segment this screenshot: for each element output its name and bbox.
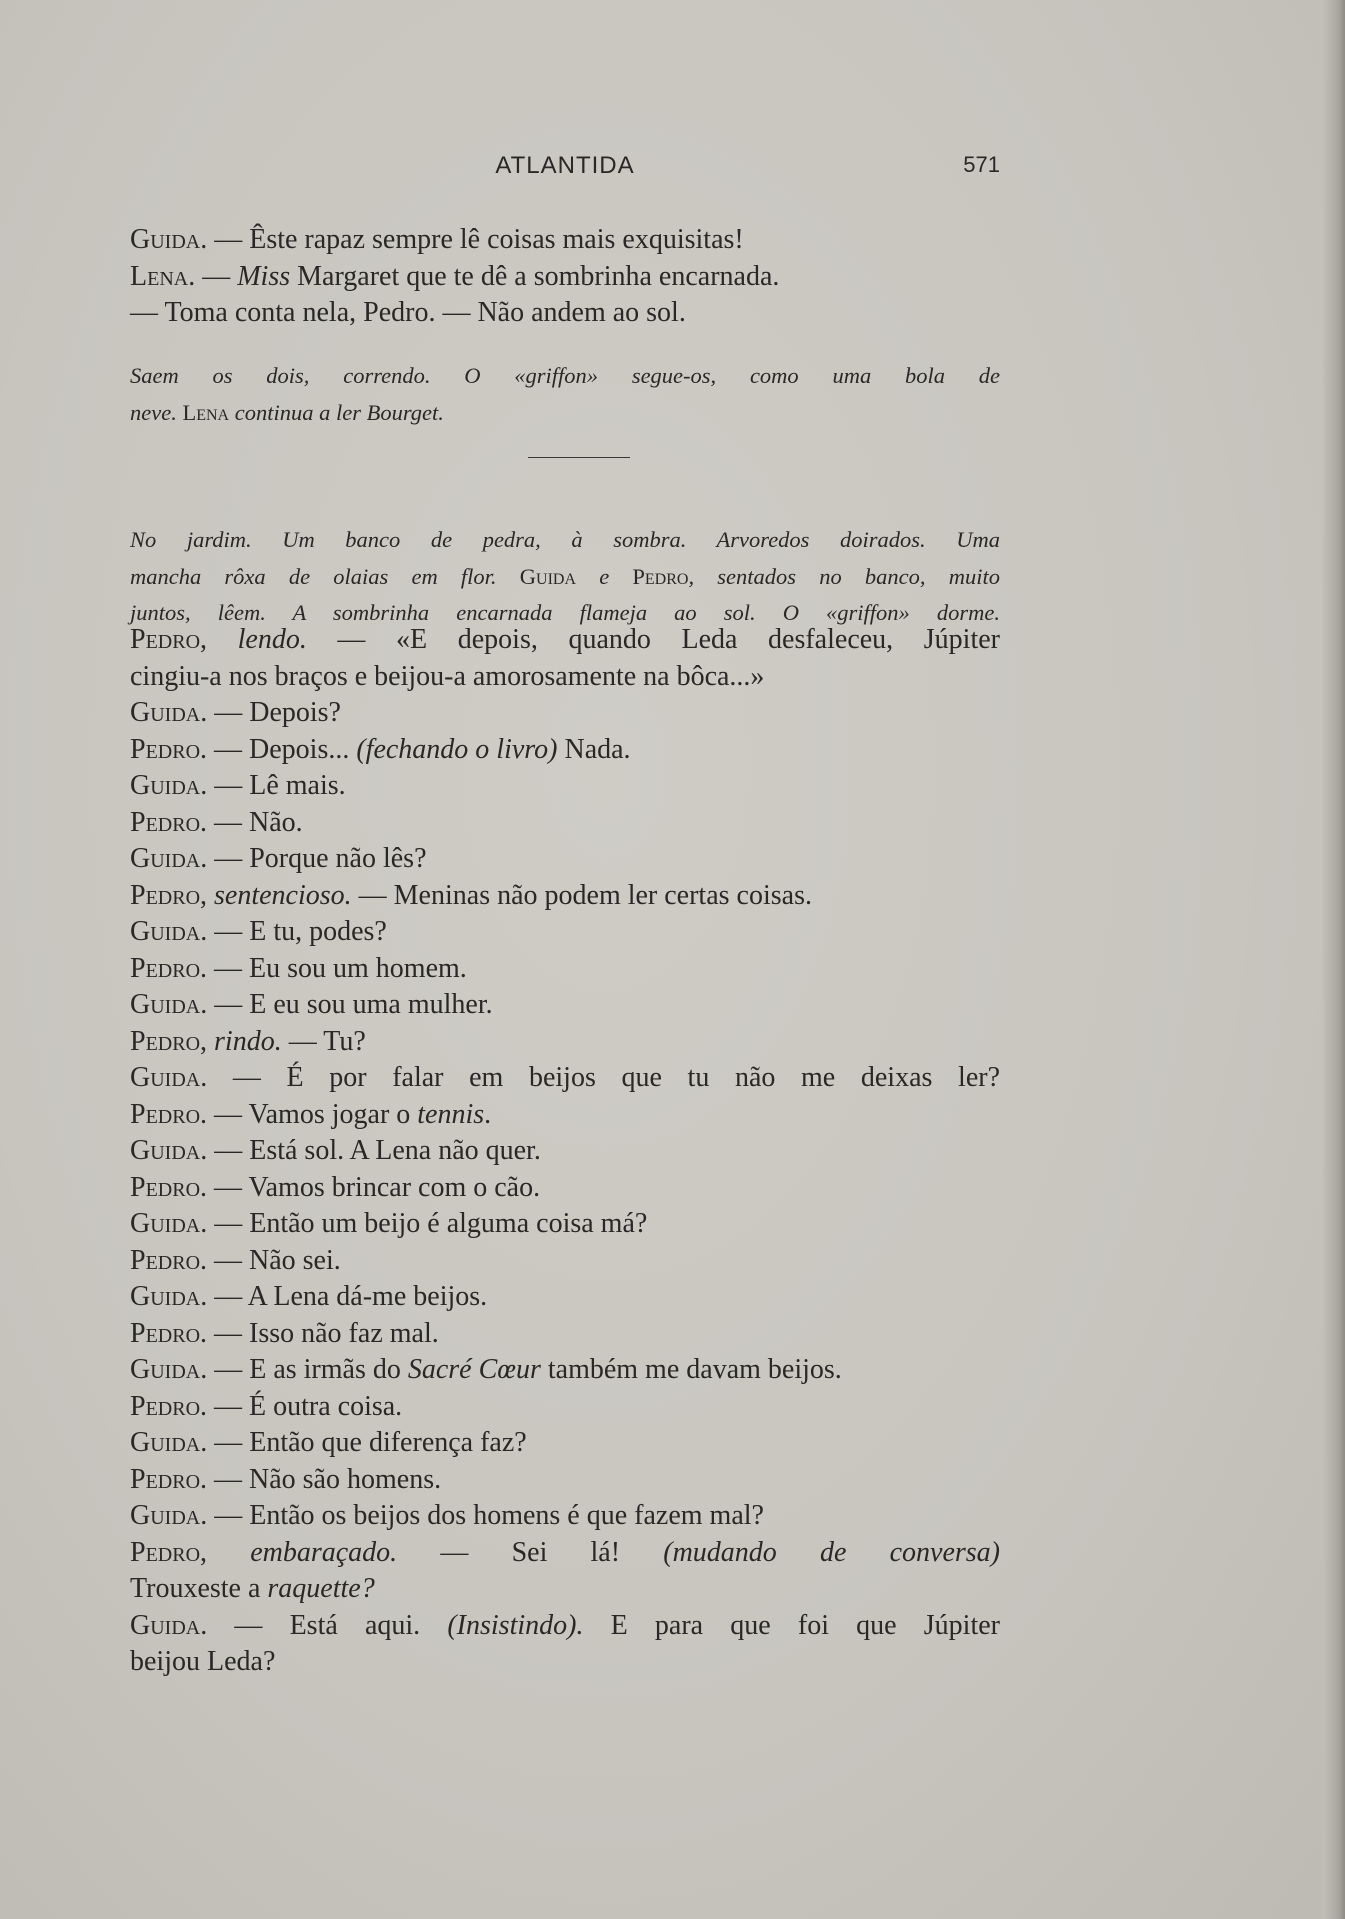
speech-text: Margaret que te dê a sombrinha encarnada. <box>290 260 780 292</box>
speech-text: — Êste rapaz sempre lê coisas mais exquisitas! <box>207 224 744 255</box>
dialogue-line <box>130 1024 1000 1061</box>
speech-text: — E as irmãs do <box>207 1354 408 1385</box>
dialogue-block-garden <box>130 622 1000 1681</box>
speaker-name: Pedro. <box>130 1244 208 1276</box>
speaker-name: Guida. <box>130 1062 208 1093</box>
speaker-name: Guida. <box>130 1208 208 1239</box>
dialogue-line <box>130 987 1000 1024</box>
dialogue-line <box>130 1097 1000 1134</box>
dialogue-line <box>130 1316 1000 1353</box>
speech-text: — Meninas não podem ler certas coisas. <box>351 879 812 911</box>
speech-text: — Não. <box>207 806 303 838</box>
speaker-name: Pedro, <box>130 1025 208 1057</box>
speech-text: — Toma conta nela, Pedro. — Não andem ao sol. <box>130 297 686 328</box>
page-header <box>130 152 1000 192</box>
speech-text: — A Lena dá-me beijos. <box>207 1281 488 1312</box>
speaker-name: Pedro. <box>130 952 208 984</box>
speech-text: — Então os beijos dos homens é que fazem mal? <box>207 1500 764 1531</box>
speaker-name: Pedro. <box>130 1317 208 1349</box>
dialogue-line <box>130 295 1000 332</box>
speaker-name: Pedro, <box>130 624 208 655</box>
speech-text: — Vamos jogar o <box>207 1098 418 1130</box>
speaker-name: Guida. <box>130 1500 208 1531</box>
speaker-name: Guida. <box>130 224 208 255</box>
speech-text: — E eu sou uma mulher. <box>207 989 493 1020</box>
speech-text: Trouxeste a <box>130 1573 268 1604</box>
speaker-name: Guida. <box>130 1609 208 1641</box>
dialogue-line <box>130 1060 1000 1097</box>
dialogue-line <box>130 1206 1000 1243</box>
speaker-name: Guida. <box>130 1354 208 1385</box>
speech-text: . <box>484 1098 492 1130</box>
stage-line <box>130 559 1000 596</box>
dialogue-line <box>130 1279 1000 1316</box>
dialogue-line <box>130 1535 1000 1572</box>
speaker-name: Pedro. <box>130 806 208 838</box>
dialogue-line <box>130 222 1000 259</box>
dialogue-line <box>130 1133 1000 1170</box>
speaker-name: Guida. <box>130 770 208 801</box>
speech-text: — Sei lá! <box>397 1536 664 1568</box>
dialogue-line <box>130 878 1000 915</box>
speech-direction: sentencioso. <box>207 879 352 911</box>
dialogue-line <box>130 622 1000 659</box>
character-name: Pedro <box>632 563 689 589</box>
dialogue-line <box>130 259 1000 296</box>
speech-direction: (mudando de conversa) <box>663 1536 1000 1568</box>
speech-text: — É outra coisa. <box>207 1390 403 1422</box>
stage-line: Saem os dois, correndo. O «griffon» segue-os, como uma bola de <box>130 363 1000 388</box>
speech-emphasis: Miss <box>237 260 291 292</box>
speech-text: também me davam beijos. <box>540 1354 842 1385</box>
dialogue-line <box>130 1170 1000 1207</box>
dialogue-block-opening <box>130 222 1000 332</box>
stage-text: , sentados no banco, muito <box>688 563 1000 589</box>
speech-text: beijou Leda? <box>130 1646 276 1677</box>
speaker-name: Guida. <box>130 843 208 874</box>
speech-text: — Não são homens. <box>207 1463 442 1495</box>
speaker-name: Pedro. <box>130 733 208 765</box>
speaker-name: Pedro. <box>130 1098 208 1130</box>
speech-text: — Isso não faz mal. <box>207 1317 439 1349</box>
speech-text: — Tu? <box>281 1025 366 1057</box>
speaker-name: Guida. <box>130 1135 208 1166</box>
speaker-name: Pedro, <box>130 1536 208 1568</box>
dialogue-line <box>130 1462 1000 1499</box>
dialogue-line <box>130 951 1000 988</box>
stage-text: mancha rôxa de olaias em flor. <box>130 563 520 589</box>
page-edge-shadow <box>1323 0 1345 1919</box>
dialogue-line <box>130 1498 1000 1535</box>
speech-emphasis: (Insistindo). <box>447 1609 584 1641</box>
speech-text: — «E depois, quando Leda desfaleceu, Júpiter <box>306 624 1000 655</box>
speech-text: — Depois... <box>207 733 357 765</box>
page-number: 571 <box>963 152 1000 177</box>
dialogue-line <box>130 1243 1000 1280</box>
speech-text: cingiu-a nos braços e beijou-a amorosamente na bôca...» <box>130 660 765 692</box>
speech-text: — Então um beijo é alguma coisa má? <box>207 1208 648 1239</box>
dialogue-line <box>130 659 1000 696</box>
character-name: Lena <box>182 399 230 425</box>
speech-text: — Está aqui. <box>207 1609 448 1641</box>
speech-text: — <box>195 260 238 292</box>
speaker-name: Lena. <box>130 260 196 292</box>
speaker-name: Guida. <box>130 1281 208 1312</box>
speech-text: — É por falar em beijos que tu não me deixas ler? <box>207 1062 1000 1093</box>
speech-text: — Depois? <box>207 697 341 728</box>
speech-text: E para que foi que Júpiter <box>583 1609 1000 1641</box>
stage-text: continua a ler Bourget. <box>229 399 444 425</box>
dialogue-line <box>130 1644 1000 1681</box>
speech-text: — Então que diferença faz? <box>207 1427 527 1458</box>
stage-direction-exit <box>130 358 1000 431</box>
speech-text: Nada. <box>557 733 631 765</box>
speech-emphasis: raquette? <box>267 1573 375 1604</box>
stage-line: juntos, lêem. A sombrinha encarnada flameja ao sol. O «griffon» dorme. <box>130 600 1000 625</box>
dialogue-line <box>130 768 1000 805</box>
speech-emphasis: Sacré Cœur <box>407 1354 541 1385</box>
speech-emphasis: tennis <box>417 1098 485 1130</box>
speaker-name: Guida. <box>130 916 208 947</box>
character-name: Guida <box>519 563 577 589</box>
dialogue-line <box>130 732 1000 769</box>
speaker-name: Pedro. <box>130 1390 208 1422</box>
speech-text: — Não sei. <box>207 1244 341 1276</box>
speech-text: — Está sol. A Lena não quer. <box>207 1135 541 1166</box>
dialogue-line <box>130 841 1000 878</box>
speech-text: — Eu sou um homem. <box>207 952 467 984</box>
dialogue-line <box>130 1352 1000 1389</box>
speaker-name: Guida. <box>130 697 208 728</box>
speaker-name: Guida. <box>130 1427 208 1458</box>
section-divider <box>528 457 630 458</box>
speech-text: — Vamos brincar com o cão. <box>207 1171 541 1203</box>
speech-text: — Lê mais. <box>207 770 346 801</box>
speech-direction: embaraçado. <box>207 1536 398 1568</box>
dialogue-line <box>130 805 1000 842</box>
running-title: ATLANTIDA <box>495 152 635 179</box>
stage-line <box>130 395 1000 432</box>
dialogue-line <box>130 1389 1000 1426</box>
dialogue-line <box>130 1571 1000 1608</box>
speech-text: — Porque não lês? <box>207 843 427 874</box>
dialogue-line <box>130 1425 1000 1462</box>
speaker-name: Guida. <box>130 989 208 1020</box>
speaker-name: Pedro, <box>130 879 208 911</box>
speech-direction: rindo. <box>207 1025 282 1057</box>
speaker-name: Pedro. <box>130 1463 208 1495</box>
speech-text: — E tu, podes? <box>207 916 387 947</box>
stage-direction-garden <box>130 522 1000 632</box>
speech-direction: lendo. <box>207 624 307 655</box>
dialogue-line <box>130 1608 1000 1645</box>
stage-line: No jardim. Um banco de pedra, à sombra. Arvoredos doirados. Uma <box>130 527 1000 552</box>
stage-text: neve. <box>130 399 183 425</box>
stage-text: e <box>576 563 633 589</box>
speaker-name: Pedro. <box>130 1171 208 1203</box>
dialogue-line <box>130 914 1000 951</box>
dialogue-line <box>130 695 1000 732</box>
speech-emphasis: (fechando o livro) <box>356 733 558 765</box>
